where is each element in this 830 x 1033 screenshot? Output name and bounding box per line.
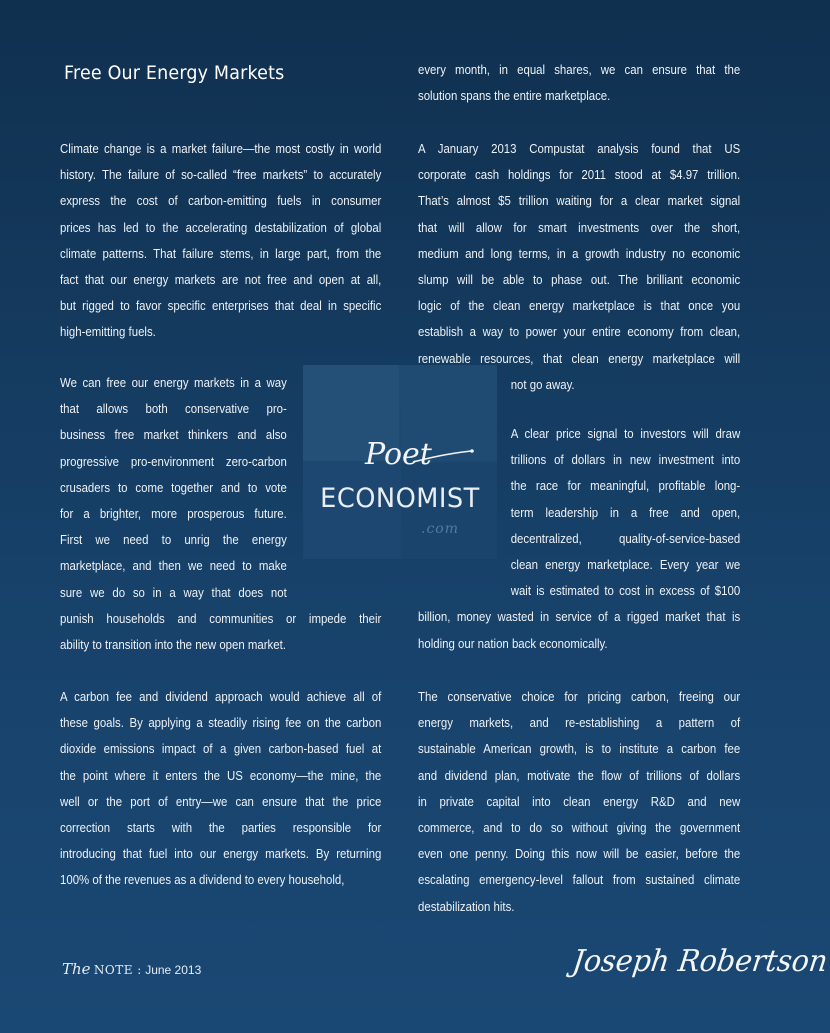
text-line: in private capital into clean energy R&D and new	[418, 794, 741, 809]
text-line: sure we do so in a way that does not	[60, 585, 287, 600]
text-line: prices has led to the accelerating destabilization of global	[60, 220, 382, 235]
text-line: climate patterns. That failure stems, in large part, from the	[60, 246, 382, 261]
text-line: term leadership in a free and open,	[510, 505, 741, 520]
text-line: correction starts with the parties responsible for	[60, 820, 382, 835]
text-line: A carbon fee and dividend approach would achieve all of	[60, 690, 382, 704]
text-line: corporate cash holdings for 2011 stood at $4.97 trillion.	[418, 168, 741, 183]
text-line: even one penny. Doing this now will be easier, before the	[418, 847, 741, 862]
poet-economist-logo	[303, 365, 497, 559]
text-line: clean energy marketplace. Every year we	[510, 557, 741, 572]
footer-note: NOTE :	[93, 963, 142, 977]
footer-the: The	[62, 960, 91, 978]
text-line: the race for meaningful, profitable long-	[510, 479, 741, 494]
text-line: energy markets, and re-establishing a pattern of	[418, 716, 741, 731]
text-line: escalating emergency-level fallout from sustained climate	[418, 873, 741, 888]
page-title: Free Our Energy Markets	[64, 62, 285, 84]
text-line: express the cost of carbon-emitting fuels in consumer	[60, 194, 382, 209]
text-line: punish households and communities or impede their	[60, 611, 382, 626]
text-line: A January 2013 Compustat analysis found that US	[418, 142, 741, 156]
text-line: but rigged to favor specific enterprises that deal in specific	[60, 299, 382, 314]
text-line: progressive pro-environment zero-carbon	[60, 454, 287, 469]
text-line: well or the port of entry—we can ensure that the price	[60, 794, 382, 809]
text-line: for a brighter, more prosperous future.	[60, 506, 287, 521]
left-paragraph-1	[60, 136, 381, 346]
right-paragraph-1	[418, 57, 740, 109]
text-line: destabilization hits.	[418, 899, 515, 914]
footer-date: June 2013	[145, 963, 202, 977]
text-line: We can free our energy markets in a way	[60, 376, 287, 390]
logo-flourish-icon	[411, 448, 475, 468]
text-line: history. The failure of so-called “free markets” to accurately	[60, 168, 382, 183]
text-line: A clear price signal to investors will draw	[510, 427, 741, 441]
text-line: slump will be able to phase out. The brilliant economic	[418, 272, 741, 287]
footer	[62, 960, 201, 978]
right-paragraph-4	[418, 684, 740, 920]
text-line: billion, money wasted in service of a rigged market that is	[418, 610, 741, 625]
left-paragraph-3	[60, 684, 381, 894]
text-line: First we need to unrig the energy	[60, 533, 287, 548]
text-line: that allows both conservative pro-	[60, 402, 287, 417]
text-line: business free market thinkers and also	[60, 428, 287, 443]
text-line: Climate change is a market failure—the most costly in world	[60, 142, 382, 156]
author-signature: Joseph Robertson	[570, 944, 830, 979]
text-line: ability to transition into the new open market.	[60, 637, 286, 652]
text-line: That’s almost $5 trillion waiting for a clear market signal	[418, 194, 741, 209]
text-line: decentralized, quality-of-service-based	[510, 531, 741, 546]
text-line: trillions of dollars in new investment into	[510, 453, 741, 468]
text-line: high-emitting fuels.	[60, 325, 156, 340]
logo-script-poet: Poet	[365, 437, 432, 472]
text-line: commerce, and to do so without giving the government	[418, 820, 741, 835]
text-line: wait is estimated to cost in excess of $100	[510, 584, 741, 599]
text-line: renewable resources, that clean energy marketplace will	[418, 351, 741, 366]
text-line: solution spans the entire marketplace.	[418, 89, 611, 104]
text-line: the point where it enters the US economy—the mine, the	[60, 768, 382, 783]
text-line: medium and long terms, in a growth industry no economic	[418, 246, 741, 261]
text-line: marketplace, and then we need to make	[60, 559, 287, 574]
text-line: that will allow for smart investments over the short,	[418, 220, 741, 235]
text-line: The conservative choice for pricing carbon, freeing our	[418, 690, 741, 704]
logo-wordmark: ECONOMIST	[320, 483, 480, 514]
text-line: sustainable American growth, is to institute a carbon fee	[418, 742, 741, 757]
text-line: dioxide emissions impact of a given carbon-based fuel at	[60, 742, 382, 757]
text-line: crusaders to come together and to vote	[60, 480, 287, 495]
right-paragraph-2	[418, 136, 745, 398]
text-line: 100% of the revenues as a dividend to every household,	[60, 873, 345, 888]
text-line: introducing that fuel into our energy markets. By returning	[60, 847, 382, 862]
text-line: fact that our energy markets are not free and open at all,	[60, 272, 382, 287]
text-line: holding our nation back economically.	[418, 636, 608, 651]
text-line: establish a way to power your entire economy from clean,	[418, 325, 741, 340]
logo-script-com: .com	[421, 521, 459, 537]
text-line: not go away.	[510, 377, 575, 392]
text-line: and dividend plan, motivate the flow of trillions of dollars	[418, 768, 741, 783]
text-line: logic of the clean energy marketplace is that once you	[418, 299, 741, 314]
text-line: every month, in equal shares, we can ensure that the	[418, 63, 741, 77]
text-line: these goals. By applying a steadily rising fee on the carbon	[60, 716, 382, 731]
